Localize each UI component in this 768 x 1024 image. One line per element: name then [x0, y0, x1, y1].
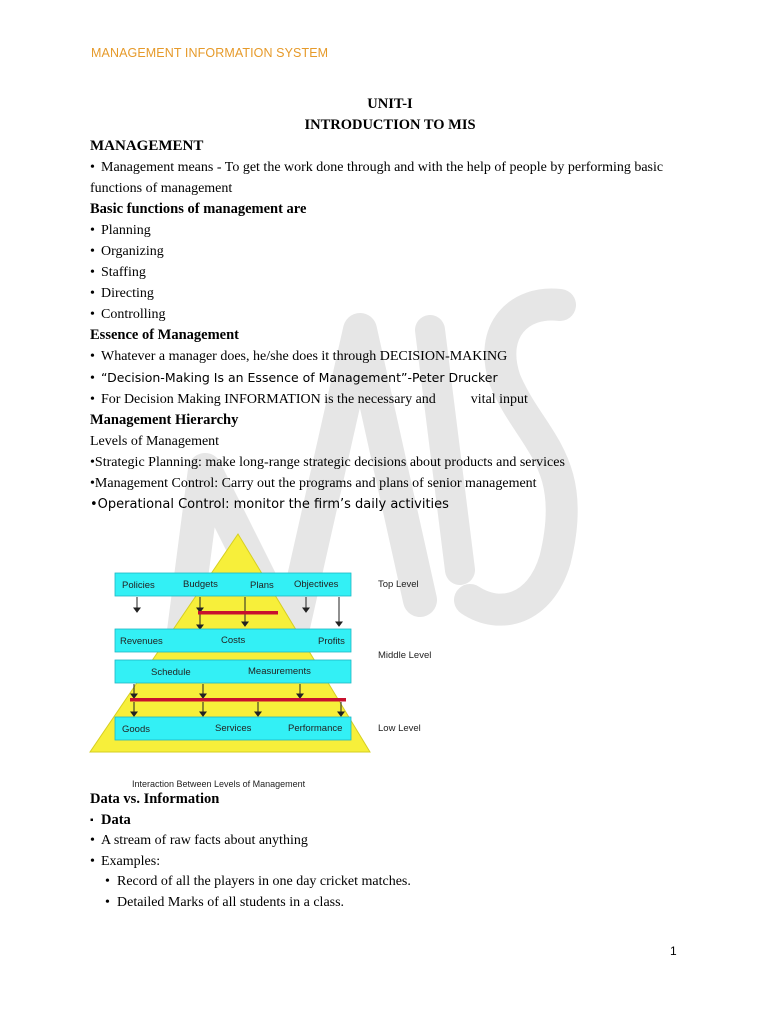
heading-hierarchy: Management Hierarchy: [90, 412, 239, 428]
levels-subheading: Levels of Management: [90, 434, 220, 449]
list-item: • “Decision-Making Is an Essence of Management”-Peter Drucker: [90, 370, 498, 386]
top-item-objectives: Objectives: [294, 579, 339, 590]
list-item: • Directing: [90, 286, 154, 301]
function-controlling: Controlling: [101, 307, 166, 322]
list-item: • Record of all the players in one day cricket matches.: [105, 874, 411, 889]
list-item: • For Decision Making INFORMATION is the necessary and vital input: [90, 392, 528, 407]
data-vs-information-section: [90, 789, 690, 913]
list-item: • Detailed Marks of all students in a class.: [105, 894, 345, 910]
low-item-performance: Performance: [288, 723, 343, 734]
top-item-plans: Plans: [250, 580, 274, 591]
list-item: • Whatever a manager does, he/she does it through DECISION-MAKING: [90, 349, 508, 364]
essence-item-2: “Decision-Making Is an Essence of Management”-Peter Drucker: [101, 370, 498, 385]
top-item-budgets: Budgets: [183, 579, 218, 590]
data-definition: A stream of raw facts about anything: [101, 833, 308, 848]
example-marks: Detailed Marks of all students in a class.: [117, 894, 345, 910]
top-connector-bar: [198, 611, 278, 615]
heading-essence: Essence of Management: [90, 327, 240, 343]
example-cricket: Record of all the players in one day cricket matches.: [117, 874, 411, 889]
heading-data-vs-information: Data vs. Information: [90, 791, 220, 807]
label-low-level: Low Level: [378, 723, 421, 734]
low-item-services: Services: [215, 723, 252, 734]
label-top-level: Top Level: [378, 579, 419, 590]
middle-item-profits: Profits: [318, 636, 345, 647]
label-middle-level: Middle Level: [378, 650, 432, 661]
hierarchy-item-strategic: •Strategic Planning: make long-range strategic decisions about products and services: [90, 455, 565, 470]
top-item-policies: Policies: [122, 580, 155, 591]
list-item: • Planning: [90, 223, 151, 238]
unit-number: UNIT-I: [367, 96, 413, 112]
middle-item-schedule: Schedule: [151, 667, 191, 678]
function-directing: Directing: [101, 286, 154, 301]
low-item-goods: Goods: [122, 724, 150, 735]
heading-basic-functions: Basic functions of management are: [90, 201, 307, 217]
essence-item-1: Whatever a manager does, he/she does it through DECISION-MAKING: [101, 349, 508, 364]
middle-item-revenues: Revenues: [120, 636, 163, 647]
middle-item-costs: Costs: [221, 635, 246, 646]
examples-label: Examples:: [101, 853, 161, 869]
middle-item-measurements: Measurements: [248, 666, 311, 677]
essence-item-3: For Decision Making INFORMATION is the necessary and vital input: [101, 392, 528, 407]
list-item: • Controlling: [90, 307, 166, 322]
function-organizing: Organizing: [101, 244, 164, 259]
unit-title: INTRODUCTION TO MIS: [304, 117, 476, 133]
list-item: • Examples:: [90, 853, 161, 869]
low-connector-bar: [130, 698, 346, 702]
page-number: 1: [670, 944, 677, 958]
data-subheading-text: Data: [101, 811, 131, 828]
management-definition-text: Management means - To get the work done through and with the help of people by performing basic functions of management: [90, 160, 664, 196]
function-staffing: Staffing: [101, 265, 146, 280]
document-body: [90, 94, 690, 515]
hierarchy-item-management: •Management Control: Carry out the programs and plans of senior management: [90, 476, 537, 491]
management-levels-diagram: [88, 530, 468, 790]
running-header: MANAGEMENT INFORMATION SYSTEM: [91, 46, 329, 60]
hierarchy-item-operational: •Operational Control: monitor the firm’s daily activities: [90, 497, 449, 512]
heading-management: MANAGEMENT: [90, 138, 204, 154]
list-item: • A stream of raw facts about anything: [90, 833, 308, 848]
management-definition: • Management means - To get the work done through and with the help of people by performing basic functions of management: [90, 160, 664, 196]
list-item: • Staffing: [90, 265, 146, 280]
diagram-caption: Interaction Between Levels of Management: [132, 779, 306, 789]
function-planning: Planning: [101, 223, 151, 238]
data-subheading: ▪ Data: [90, 811, 131, 828]
list-item: • Organizing: [90, 244, 164, 259]
